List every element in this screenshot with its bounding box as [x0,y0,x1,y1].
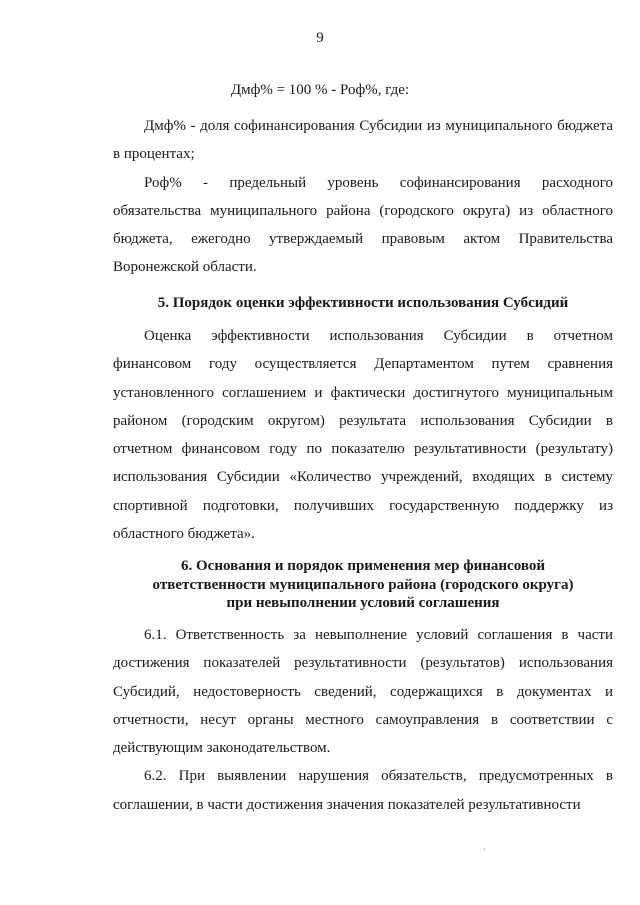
formula: Дмф% = 100 % - Роф%, где: [230,82,410,98]
section-5-heading: 5. Порядок оценки эффективности использования Субсидий [157,295,569,311]
section-6-heading [113,557,613,613]
definition-rof: Роф% - предельный уровень софинансирования расходного обязательства муниципального района (городского округа) из областного бюджета, ежегодно утверждаемый правовым актом Правительства Воронежской области. [113,174,613,276]
section-6-body [113,621,613,819]
section-6-heading-line-3: при невыполнении условий соглашения [226,595,500,611]
section-5-body [113,322,613,548]
section-6-paragraph-1: 6.1. Ответственность за невыполнение условий соглашения в части достижения показателей результативности (результатов) использования Субсидий, недостоверность сведений, содержащихся в документах и отчетности, несут органы местного самоуправления в соответствии с действующим законодательством. [113,627,613,757]
section-6-heading-line-1: 6. Основания и порядок применения мер финансовой [181,558,545,574]
section-6-heading-line-2: ответственности муниципального района (городского округа) [152,576,574,593]
page-number: 9 [316,30,324,46]
section-5-paragraph: Оценка эффективности использования Субсидии в отчетном финансовом году осуществляется Департаментом путем сравнения установленного соглашением и фактически достигнутого муниципальным районом (городским округом) результата использования Субсидии в отчетном финансовом году по показателю результативности (результату) использования Субсидии «Количество учреждений, входящих в систему спортивной подготовки, получивших государственную поддержку из областного бюджета». [113,328,613,543]
section-6-paragraph-2: 6.2. При выявлении нарушения обязательств, предусмотренных в соглашении, в части достижения значения показателей результативности [113,768,613,813]
definitions-block [113,112,613,282]
scan-mark [484,848,485,851]
definition-dmf: Дмф% - доля софинансирования Субсидии из муниципального бюджета в процентах; [113,118,613,163]
